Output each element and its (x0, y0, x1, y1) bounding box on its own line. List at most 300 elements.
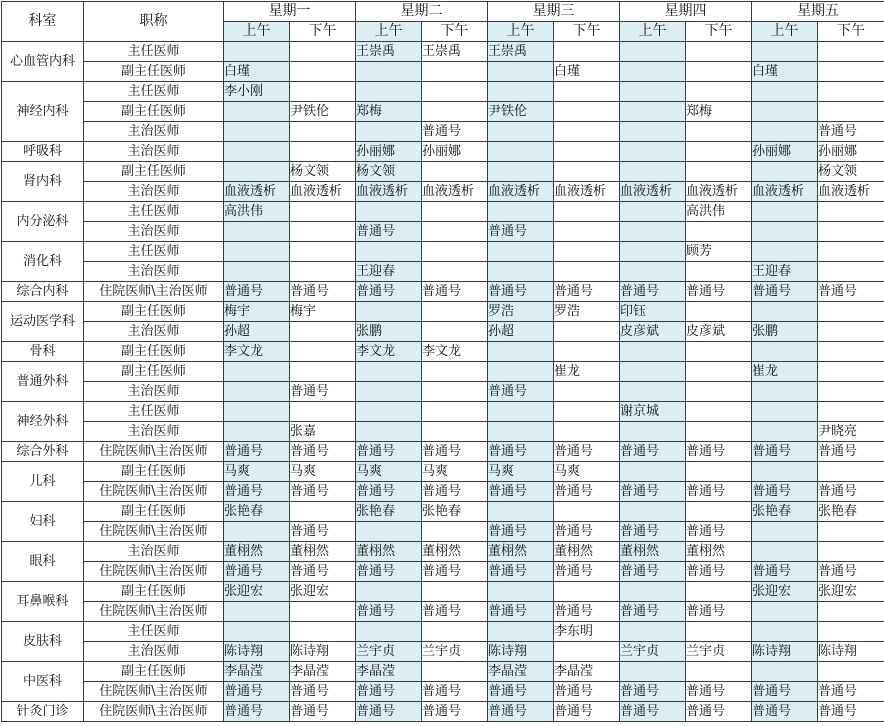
slot-morning: 普通号 (356, 282, 422, 302)
slot-afternoon (422, 102, 488, 122)
department-name: 神经内科 (2, 82, 84, 142)
doctor-title: 副主任医师 (84, 62, 224, 82)
schedule-row (2, 102, 884, 122)
slot-afternoon: 王崇禹 (422, 42, 488, 62)
slot-afternoon (554, 502, 620, 522)
slot-morning: 王迎春 (356, 262, 422, 282)
slot-afternoon: 杨文领 (290, 162, 356, 182)
slot-morning: 张迎宏 (752, 582, 818, 602)
department-name: 肾内科 (2, 162, 84, 202)
slot-afternoon (686, 382, 752, 402)
slot-afternoon: 李东明 (554, 622, 620, 642)
slot-afternoon (554, 382, 620, 402)
slot-morning: 普通号 (356, 482, 422, 502)
department-name: 呼吸科 (2, 142, 84, 162)
slot-morning: 孙超 (488, 322, 554, 342)
slot-afternoon: 普通号 (422, 122, 488, 142)
slot-afternoon (422, 422, 488, 442)
slot-afternoon (422, 242, 488, 262)
slot-afternoon (686, 402, 752, 422)
slot-morning (488, 582, 554, 602)
schedule-row (2, 342, 884, 362)
slot-afternoon: 李文龙 (422, 342, 488, 362)
doctor-title: 副主任医师 (84, 662, 224, 682)
slot-afternoon: 张嘉 (290, 422, 356, 442)
header-am: 上午 (356, 22, 422, 42)
slot-afternoon: 尹铁伦 (290, 102, 356, 122)
slot-afternoon: 普通号 (422, 702, 488, 722)
slot-morning (356, 582, 422, 602)
slot-morning (488, 142, 554, 162)
slot-morning (224, 262, 290, 282)
schedule-row (2, 42, 884, 62)
slot-morning (620, 142, 686, 162)
slot-morning (224, 622, 290, 642)
header-day-mon: 星期一 (224, 2, 356, 22)
slot-morning: 普通号 (356, 562, 422, 582)
slot-morning (224, 382, 290, 402)
slot-afternoon: 普通号 (686, 522, 752, 542)
slot-morning (752, 542, 818, 562)
slot-afternoon: 尹晓亮 (818, 422, 884, 442)
slot-morning (356, 62, 422, 82)
slot-afternoon: 普通号 (818, 682, 884, 702)
slot-morning: 血液透析 (620, 182, 686, 202)
doctor-title: 住院医师\主治医师 (84, 522, 224, 542)
doctor-title: 主治医师 (84, 122, 224, 142)
slot-morning (356, 402, 422, 422)
slot-morning (620, 382, 686, 402)
slot-morning (224, 402, 290, 422)
slot-afternoon: 董栩然 (422, 542, 488, 562)
slot-afternoon: 董栩然 (554, 542, 620, 562)
slot-afternoon: 普通号 (554, 702, 620, 722)
department-name: 针灸门诊 (2, 702, 84, 722)
header-pm: 下午 (554, 22, 620, 42)
doctor-title: 副主任医师 (84, 582, 224, 602)
schedule-row (2, 542, 884, 562)
doctor-title: 主治医师 (84, 322, 224, 342)
slot-afternoon: 普通号 (818, 122, 884, 142)
slot-afternoon (818, 102, 884, 122)
schedule-row (2, 562, 884, 582)
slot-morning: 普通号 (620, 442, 686, 462)
slot-morning: 普通号 (488, 702, 554, 722)
slot-afternoon: 普通号 (290, 442, 356, 462)
slot-morning: 普通号 (620, 602, 686, 622)
slot-morning: 陈诗翔 (224, 642, 290, 662)
slot-afternoon (686, 502, 752, 522)
slot-afternoon (818, 522, 884, 542)
doctor-title: 主治医师 (84, 142, 224, 162)
slot-afternoon: 李晶滢 (290, 662, 356, 682)
slot-afternoon (554, 102, 620, 122)
slot-afternoon (818, 302, 884, 322)
schedule-row (2, 362, 884, 382)
slot-morning (752, 102, 818, 122)
slot-afternoon (422, 362, 488, 382)
slot-afternoon: 血液透析 (818, 182, 884, 202)
schedule-row (2, 682, 884, 702)
slot-afternoon (422, 402, 488, 422)
slot-morning: 马爽 (488, 462, 554, 482)
slot-morning: 李晶滢 (488, 662, 554, 682)
schedule-row (2, 502, 884, 522)
slot-morning (620, 102, 686, 122)
slot-afternoon: 罗浩 (554, 302, 620, 322)
department-name: 神经外科 (2, 402, 84, 442)
slot-afternoon: 普通号 (818, 482, 884, 502)
slot-afternoon (554, 642, 620, 662)
slot-morning: 普通号 (488, 522, 554, 542)
slot-afternoon: 普通号 (290, 522, 356, 542)
slot-morning: 孙超 (224, 322, 290, 342)
slot-morning (752, 662, 818, 682)
slot-afternoon: 普通号 (686, 482, 752, 502)
slot-morning: 普通号 (752, 702, 818, 722)
slot-morning: 普通号 (224, 682, 290, 702)
slot-afternoon: 郑梅 (686, 102, 752, 122)
slot-afternoon: 张艳春 (422, 502, 488, 522)
slot-afternoon: 普通号 (686, 682, 752, 702)
header-pm: 下午 (290, 22, 356, 42)
slot-morning (224, 222, 290, 242)
header-am: 上午 (224, 22, 290, 42)
slot-afternoon (290, 402, 356, 422)
header-am: 上午 (620, 22, 686, 42)
slot-afternoon: 梅宇 (290, 302, 356, 322)
slot-morning: 普通号 (488, 562, 554, 582)
slot-morning (488, 502, 554, 522)
schedule-row (2, 142, 884, 162)
slot-afternoon (290, 602, 356, 622)
slot-afternoon: 普通号 (554, 522, 620, 542)
slot-afternoon: 普通号 (686, 442, 752, 462)
slot-afternoon (422, 582, 488, 602)
slot-morning (620, 162, 686, 182)
slot-afternoon: 普通号 (422, 442, 488, 462)
header-title: 职称 (84, 2, 224, 42)
department-name: 心血管内科 (2, 42, 84, 82)
doctor-title: 副主任医师 (84, 302, 224, 322)
slot-afternoon: 杨文领 (818, 162, 884, 182)
slot-afternoon: 普通号 (818, 442, 884, 462)
slot-morning: 郑梅 (356, 102, 422, 122)
slot-morning: 马爽 (356, 462, 422, 482)
doctor-title: 副主任医师 (84, 102, 224, 122)
slot-morning: 董栩然 (356, 542, 422, 562)
slot-morning (356, 422, 422, 442)
slot-afternoon: 普通号 (818, 282, 884, 302)
schedule-row (2, 242, 884, 262)
slot-morning: 普通号 (488, 682, 554, 702)
slot-morning: 谢京城 (620, 402, 686, 422)
slot-afternoon (686, 422, 752, 442)
slot-morning (752, 122, 818, 142)
slot-morning: 张艳春 (356, 502, 422, 522)
slot-afternoon: 张迎宏 (290, 582, 356, 602)
schedule-row (2, 702, 884, 722)
slot-morning: 血液透析 (356, 182, 422, 202)
slot-morning: 杨文领 (356, 162, 422, 182)
doctor-title: 住院医师\主治医师 (84, 442, 224, 462)
slot-afternoon: 血液透析 (554, 182, 620, 202)
slot-afternoon (290, 242, 356, 262)
slot-morning (620, 42, 686, 62)
slot-afternoon (686, 142, 752, 162)
department-name: 普通外科 (2, 362, 84, 402)
schedule-row (2, 442, 884, 462)
slot-afternoon: 普通号 (554, 442, 620, 462)
slot-morning (224, 422, 290, 442)
department-name: 骨科 (2, 342, 84, 362)
slot-morning (224, 142, 290, 162)
slot-afternoon (290, 502, 356, 522)
slot-afternoon: 马爽 (422, 462, 488, 482)
slot-afternoon (422, 202, 488, 222)
slot-afternoon (818, 342, 884, 362)
slot-afternoon (818, 402, 884, 422)
department-name: 中医科 (2, 662, 84, 702)
doctor-title: 主治医师 (84, 542, 224, 562)
slot-afternoon (686, 662, 752, 682)
slot-morning (224, 162, 290, 182)
slot-afternoon: 兰宇贞 (422, 642, 488, 662)
slot-morning: 高洪伟 (224, 202, 290, 222)
slot-morning (620, 662, 686, 682)
slot-afternoon (554, 202, 620, 222)
schedule-row (2, 522, 884, 542)
slot-afternoon (422, 162, 488, 182)
department-name: 儿科 (2, 462, 84, 502)
slot-morning: 普通号 (752, 282, 818, 302)
slot-afternoon (554, 162, 620, 182)
doctor-title: 主治医师 (84, 222, 224, 242)
department-name: 内分泌科 (2, 202, 84, 242)
slot-morning: 普通号 (356, 222, 422, 242)
schedule-row (2, 662, 884, 682)
slot-morning: 张迎宏 (224, 582, 290, 602)
slot-morning: 张艳春 (752, 502, 818, 522)
slot-morning (620, 262, 686, 282)
slot-afternoon (554, 262, 620, 282)
slot-afternoon: 高洪伟 (686, 202, 752, 222)
header-am: 上午 (488, 22, 554, 42)
slot-morning: 普通号 (620, 482, 686, 502)
department-name: 耳鼻喉科 (2, 582, 84, 622)
slot-morning (620, 582, 686, 602)
slot-afternoon (422, 262, 488, 282)
slot-morning: 普通号 (752, 442, 818, 462)
slot-afternoon: 普通号 (818, 562, 884, 582)
slot-afternoon: 孙丽娜 (422, 142, 488, 162)
slot-morning: 陈诗翔 (752, 642, 818, 662)
slot-afternoon (818, 382, 884, 402)
schedule-row (2, 642, 884, 662)
slot-morning: 董栩然 (620, 542, 686, 562)
doctor-title: 主任医师 (84, 242, 224, 262)
slot-afternoon: 董栩然 (290, 542, 356, 562)
slot-afternoon (818, 462, 884, 482)
slot-afternoon (686, 82, 752, 102)
schedule-row (2, 222, 884, 242)
schedule-row (2, 582, 884, 602)
schedule-row (2, 402, 884, 422)
slot-afternoon (422, 522, 488, 542)
slot-morning (224, 522, 290, 542)
slot-afternoon (818, 222, 884, 242)
slot-afternoon (554, 42, 620, 62)
slot-morning: 普通号 (620, 702, 686, 722)
header-pm: 下午 (818, 22, 884, 42)
slot-afternoon (686, 302, 752, 322)
slot-morning (488, 402, 554, 422)
slot-afternoon (686, 622, 752, 642)
header-day-tue: 星期二 (356, 2, 488, 22)
slot-afternoon (554, 222, 620, 242)
header-am: 上午 (752, 22, 818, 42)
slot-afternoon: 血液透析 (422, 182, 488, 202)
slot-morning: 血液透析 (488, 182, 554, 202)
doctor-title: 主任医师 (84, 42, 224, 62)
slot-afternoon: 普通号 (686, 562, 752, 582)
slot-afternoon (422, 82, 488, 102)
slot-morning: 普通号 (488, 602, 554, 622)
slot-afternoon (818, 242, 884, 262)
header-pm: 下午 (422, 22, 488, 42)
slot-morning: 普通号 (488, 442, 554, 462)
slot-morning (752, 342, 818, 362)
slot-afternoon (818, 542, 884, 562)
slot-afternoon (818, 82, 884, 102)
doctor-title: 主治医师 (84, 422, 224, 442)
slot-afternoon (422, 382, 488, 402)
slot-afternoon (290, 142, 356, 162)
slot-morning: 普通号 (356, 702, 422, 722)
slot-morning (752, 302, 818, 322)
slot-afternoon (554, 122, 620, 142)
slot-afternoon (686, 162, 752, 182)
doctor-title: 住院医师\主治医师 (84, 682, 224, 702)
doctor-title: 副主任医师 (84, 362, 224, 382)
slot-afternoon (686, 42, 752, 62)
slot-morning (752, 162, 818, 182)
slot-morning: 普通号 (620, 282, 686, 302)
slot-afternoon (422, 302, 488, 322)
slot-morning: 普通号 (356, 602, 422, 622)
slot-morning: 李晶滢 (356, 662, 422, 682)
slot-morning: 普通号 (224, 442, 290, 462)
slot-morning: 普通号 (224, 282, 290, 302)
slot-afternoon (290, 82, 356, 102)
slot-morning (488, 202, 554, 222)
slot-afternoon: 孙丽娜 (818, 142, 884, 162)
slot-morning (620, 342, 686, 362)
schedule-row (2, 122, 884, 142)
slot-afternoon (554, 342, 620, 362)
slot-afternoon: 普通号 (422, 282, 488, 302)
slot-afternoon (422, 222, 488, 242)
slot-morning: 印钰 (620, 302, 686, 322)
slot-morning (752, 622, 818, 642)
slot-morning: 董栩然 (488, 542, 554, 562)
slot-morning (356, 242, 422, 262)
slot-morning (356, 202, 422, 222)
slot-afternoon (290, 322, 356, 342)
slot-morning (488, 422, 554, 442)
slot-afternoon (290, 262, 356, 282)
slot-afternoon (290, 362, 356, 382)
slot-morning (752, 382, 818, 402)
slot-morning (488, 342, 554, 362)
slot-afternoon (290, 222, 356, 242)
doctor-title: 主治医师 (84, 642, 224, 662)
slot-morning (224, 242, 290, 262)
slot-afternoon: 马爽 (554, 462, 620, 482)
slot-afternoon (686, 342, 752, 362)
schedule-row (2, 202, 884, 222)
slot-afternoon: 血液透析 (290, 182, 356, 202)
schedule-row (2, 422, 884, 442)
slot-morning (752, 402, 818, 422)
department-name: 眼科 (2, 542, 84, 582)
slot-morning (752, 202, 818, 222)
schedule-row (2, 482, 884, 502)
slot-morning (752, 82, 818, 102)
slot-morning: 兰宇贞 (356, 642, 422, 662)
slot-afternoon: 普通号 (554, 562, 620, 582)
slot-afternoon (686, 462, 752, 482)
slot-afternoon (422, 62, 488, 82)
slot-morning (488, 62, 554, 82)
slot-morning (488, 122, 554, 142)
department-name: 消化科 (2, 242, 84, 282)
slot-morning (752, 522, 818, 542)
slot-morning: 血液透析 (752, 182, 818, 202)
slot-morning: 尹铁伦 (488, 102, 554, 122)
slot-afternoon: 普通号 (422, 562, 488, 582)
slot-morning (488, 622, 554, 642)
slot-morning (488, 82, 554, 102)
slot-morning: 普通号 (488, 222, 554, 242)
slot-afternoon: 张艳春 (818, 502, 884, 522)
slot-morning: 普通号 (488, 282, 554, 302)
department-name: 妇科 (2, 502, 84, 542)
slot-morning: 白瑾 (224, 62, 290, 82)
schedule-row (2, 62, 884, 82)
slot-morning: 王崇禹 (356, 42, 422, 62)
slot-morning: 普通号 (752, 682, 818, 702)
slot-afternoon (554, 402, 620, 422)
slot-afternoon (686, 262, 752, 282)
slot-afternoon: 董栩然 (686, 542, 752, 562)
slot-morning (752, 422, 818, 442)
slot-morning: 梅宇 (224, 302, 290, 322)
slot-morning: 董栩然 (224, 542, 290, 562)
slot-afternoon (554, 582, 620, 602)
slot-afternoon (686, 362, 752, 382)
header-dept: 科室 (2, 2, 84, 42)
slot-afternoon: 普通号 (290, 562, 356, 582)
schedule-row (2, 302, 884, 322)
slot-morning: 普通号 (488, 482, 554, 502)
slot-morning (356, 122, 422, 142)
slot-afternoon: 普通号 (554, 282, 620, 302)
slot-morning (356, 382, 422, 402)
schedule-row (2, 262, 884, 282)
slot-afternoon: 陈诗翔 (818, 642, 884, 662)
slot-morning (488, 162, 554, 182)
